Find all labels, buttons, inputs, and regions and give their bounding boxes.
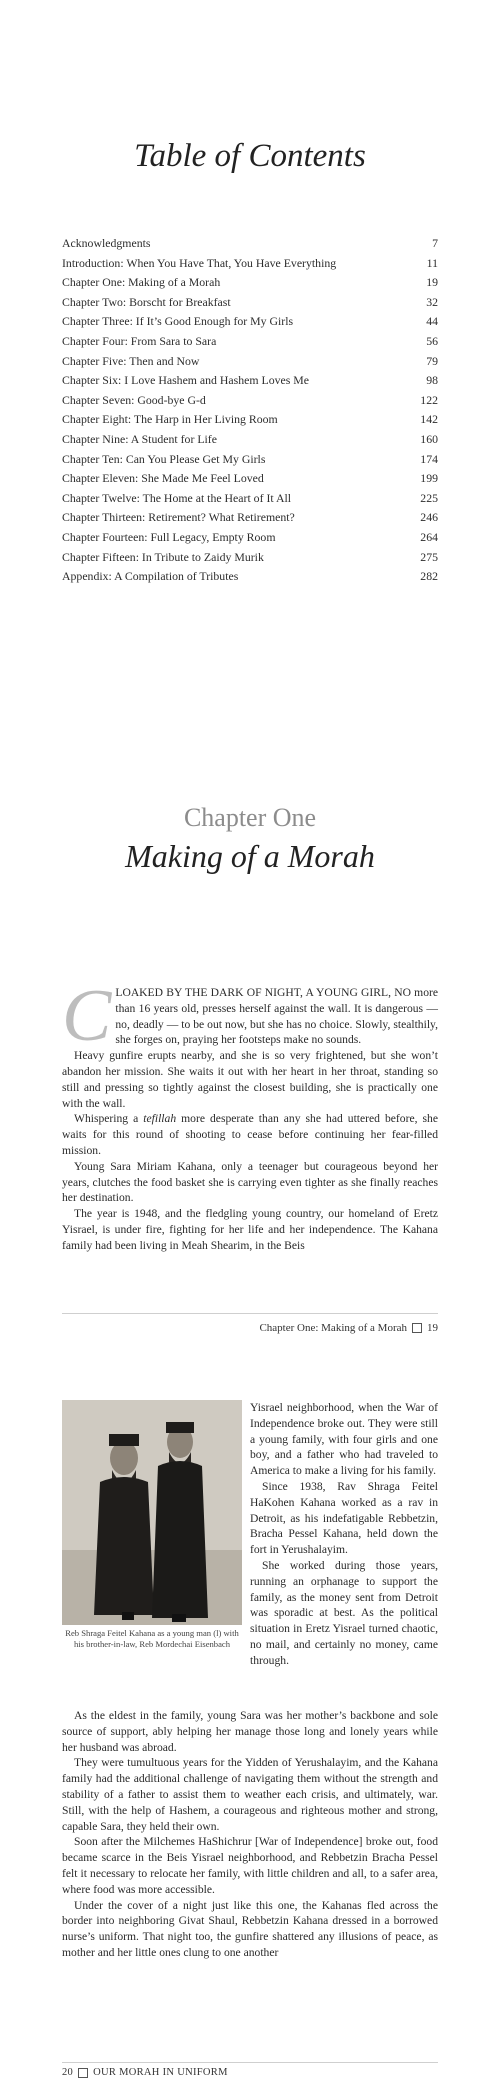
toc-entry-page: 32 [426,294,438,309]
toc-entry-label: Chapter Six: I Love Hashem and Hashem Loves Me [62,373,310,388]
toc-entry [62,273,438,293]
whisper-post: more desperate than any she had uttered before, she waits for this round of shooting to cease before continuing her fear-filled mission. [62,1112,438,1157]
paragraph: Since 1938, Rav Shraga Feitel HaKohen Kahana worked as a rav in Detroit, as his indefatigable Rebbetzin, Bracha Pessel Kahana, held down the fort in Yerushalayim. [250,1479,438,1557]
paragraph-whisper [62,1111,438,1158]
toc-entry-page: 225 [420,490,438,505]
toc-entry [62,430,438,450]
whisper-pre: Whispering a [74,1112,144,1126]
whisper-italic: tefillah [143,1112,177,1126]
page-footer [259,1322,438,1334]
footer-rule [62,1313,438,1314]
toc-page [0,0,500,690]
toc-entry-label: Chapter Seven: Good-bye G-d [62,392,206,407]
toc-entry [62,528,438,548]
toc-entry [62,548,438,568]
toc-entry [62,410,438,430]
toc-entry [62,332,438,352]
square-ornament-icon [412,1323,422,1333]
toc-entry [62,254,438,274]
toc-entry [62,469,438,489]
side-column [250,1400,438,1669]
toc-entry [62,489,438,509]
toc-title: Table of Contents [134,138,366,174]
toc-entry [62,508,438,528]
toc-entry-label: Chapter Nine: A Student for Life [62,431,217,446]
toc-entry-page: 264 [420,529,438,544]
toc-entry-page: 7 [432,236,438,250]
lead-caps: LOAKED BY THE DARK OF NIGHT, A YOUNG GIRL, NO [115,986,411,999]
paragraph-text: more than 16 years old, presses herself against the wall. It is dangerous — no, deadly — to be out now, but she has no choice. Slowly, stealthily, she forges on, praying her footsteps make no sounds. [115,986,438,1047]
body-page [0,1346,500,2092]
paragraph: Under the cover of a night just like this one, the Kahanas fled across the border into neighboring Givat Shaul, Rebbetzin Kahana dressed in a borrowed nurse’s uniform. That night too, the gunfire shattered any illusions of peace, as mother and her little ones clung to one another [62,1898,438,1959]
two-men-photo-icon [62,1400,242,1625]
toc-entry-page: 98 [426,373,438,388]
toc-entry-label: Chapter Eleven: She Made Me Feel Loved [62,471,264,486]
chapter-page [0,690,500,1346]
paragraph: Soon after the Milchemes HaShichrur [War of Independence] broke out, food became scarce in the Beis Yisrael neighborhood, and Rebbetzin Bracha Pessel felt it necessary to relocate her family, with little children and all, to a safer area, where food was more accessible. [62,1835,438,1896]
toc-entry-label: Chapter Five: Then and Now [62,353,200,368]
toc-entry [62,450,438,470]
paragraph: The year is 1948, and the fledgling young country, our homeland of Eretz Yisrael, is under fire, fighting for her life and her independence. The Kahana family had been living in Meah Shearim, in the Beis [62,1207,438,1252]
toc-entry-label: Appendix: A Compilation of Tributes [62,569,239,584]
page-footer [62,2067,228,2078]
toc-entry-label: Acknowledgments [62,236,151,250]
toc-entry-label: Chapter Ten: Can You Please Get My Girls [62,451,266,466]
toc-entry [62,567,438,587]
chapter-number: Chapter One [183,803,317,832]
toc-entry-page: 56 [426,333,438,348]
footer-rule [62,2062,438,2063]
toc-list [62,234,438,587]
chapter-body [62,975,438,1254]
toc-entry-label: Chapter Thirteen: Retirement? What Retirement? [62,510,295,525]
photo-figure [62,1400,242,1690]
toc-entry-label: Chapter Two: Borscht for Breakfast [62,294,231,309]
footer-page-number: 20 [62,2067,74,2078]
toc-entry-page: 174 [420,451,438,466]
footer-title: Chapter One: Making of a Morah [259,1322,407,1334]
toc-entry-page: 160 [420,431,438,446]
toc-entry-page: 246 [420,510,438,525]
opening-paragraph [62,975,438,1057]
toc-entry [62,312,438,332]
photo-caption: Reb Shraga Feitel Kahana as a young man (l) with his brother-in-law, Reb Mordechai Eisenbach [65,1628,239,1649]
drop-cap: C [62,975,112,1057]
toc-entry-page: 79 [426,353,438,368]
toc-entry-page: 44 [426,314,438,329]
historical-photo [62,1400,242,1625]
toc-entry [62,352,438,372]
full-column [62,1708,438,1961]
toc-entry-label: Chapter Fifteen: In Tribute to Zaidy Murik [62,549,264,564]
footer-page-number: 19 [427,1322,438,1334]
footer-book-title: OUR MORAH IN UNIFORM [93,2067,228,2078]
paragraph: As the eldest in the family, young Sara was her mother’s backbone and sole source of support, ably helping her manage those long and lonely years while her husband was abroad. [62,1709,438,1754]
toc-entry-label: Chapter Twelve: The Home at the Heart of It All [62,490,292,505]
toc-entry [62,391,438,411]
toc-entry-page: 199 [420,471,438,486]
toc-entry-label: Chapter Eight: The Harp in Her Living Room [62,412,278,427]
paragraph: They were tumultuous years for the Yidden of Yerushalayim, and the Kahana family had the additional challenge of navigating them without the strength and stability of a father to assist them to weather each crisis, and ultimately, war. Still, with the help of Hashem, a courageous and righteous mother and strong, capable Sara, they held their own. [62,1756,438,1833]
toc-entry-label: Introduction: When You Have That, You Have Everything [62,255,337,270]
paragraph: Yisrael neighborhood, when the War of Independence broke out. They were still a young family, with four girls and one boy, and a father who had traveled to America to make a living for his family. [250,1401,438,1478]
toc-entry-page: 122 [420,392,438,407]
toc-entry-page: 282 [420,569,438,584]
toc-entry-page: 11 [426,255,438,270]
toc-entry-label: Chapter Three: If It’s Good Enough for My Girls [62,314,294,329]
toc-entry [62,234,438,254]
paragraph: Young Sara Miriam Kahana, only a teenager but courageous beyond her years, clutches the food basket she is carrying even tighter as she finally reaches her destination. [62,1159,438,1205]
toc-entry-page: 275 [420,549,438,564]
toc-entry [62,371,438,391]
toc-entry-page: 142 [420,412,438,427]
paragraph: She worked during those years, running an orphanage to support the family, as the money sent from Detroit was sporadic at best. As the political situation in Eretz Yisrael turned chaotic, no mail, and certainly no money, came through. [250,1558,438,1667]
square-ornament-icon [78,2068,88,2078]
toc-entry-label: Chapter Fourteen: Full Legacy, Empty Room [62,529,276,544]
toc-entry-page: 19 [426,275,438,290]
toc-entry [62,293,438,313]
chapter-title: Making of a Morah [125,838,375,874]
paragraph: Heavy gunfire erupts nearby, and she is so very frightened, but she won’t abandon her mission. She waits it out with her heart in her throat, standing so still and pressing so tightly against the closest building, she is practically one with the wall. [62,1049,438,1110]
toc-entry-label: Chapter Four: From Sara to Sara [62,333,217,348]
toc-entry-label: Chapter One: Making of a Morah [62,275,221,290]
